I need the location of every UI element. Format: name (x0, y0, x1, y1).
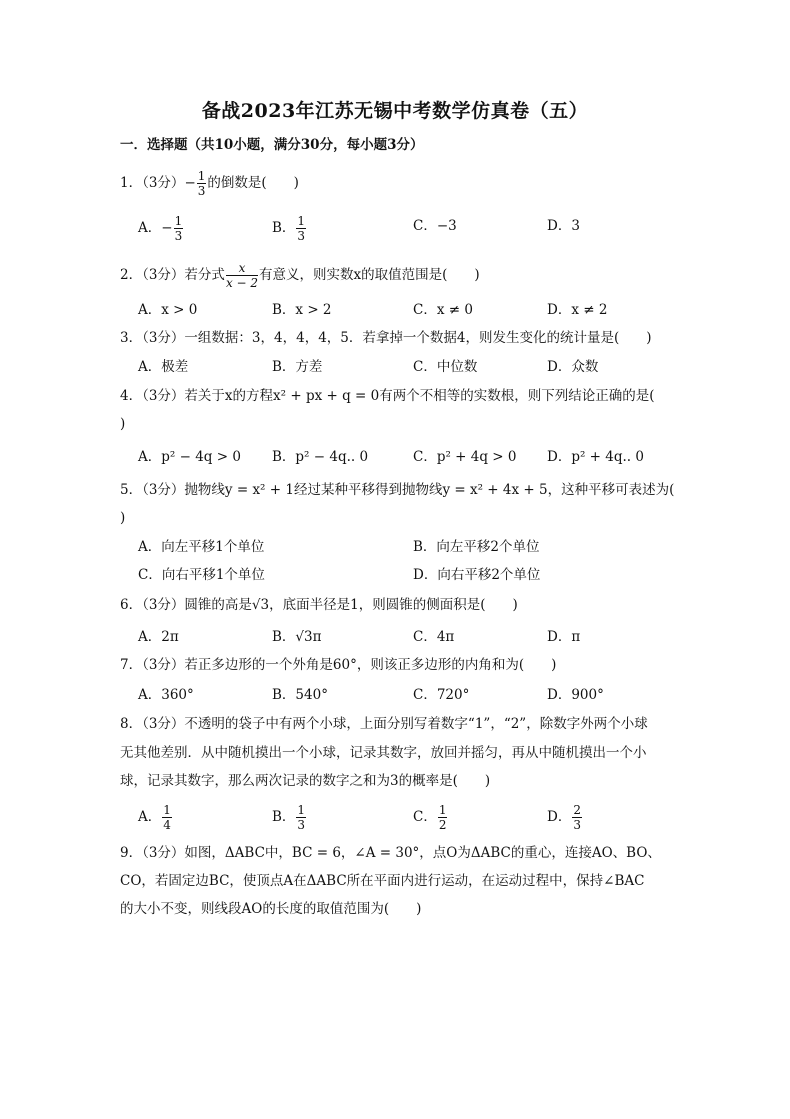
q8-b-label: B． (272, 809, 296, 825)
q1-option-a[interactable] (138, 215, 184, 242)
q4-option-b[interactable]: B．p² − 4q.. 0 (272, 449, 369, 465)
q1-option-d[interactable]: D．3 (547, 218, 580, 234)
page-title: 备战2023年江苏无锡中考数学仿真卷（五） (201, 100, 589, 122)
q8-b-num: 1 (297, 803, 306, 817)
q2-suffix: 有意义，则实数x的取值范围是( ) (259, 267, 480, 283)
q2-option-c[interactable]: C．x ≠ 0 (413, 302, 473, 318)
q8-option-a[interactable] (138, 804, 173, 831)
q7-option-d[interactable]: D．900° (547, 687, 604, 703)
q2-option-d[interactable]: D．x ≠ 2 (547, 302, 608, 318)
q1-prefix: 1．（3分） (120, 175, 185, 191)
q8-a-fraction (162, 804, 172, 831)
question-3: 3．（3分）一组数据：3，4，4，4，5．若拿掉一个数据4，则发生变化的统计量是( ) (120, 330, 652, 346)
q8-b-den: 3 (297, 818, 306, 832)
question-4-line-2: ) (120, 416, 126, 432)
q8-d-den: 3 (573, 818, 581, 832)
q8-a-den: 4 (163, 818, 171, 832)
q6-option-c[interactable]: C．4π (413, 629, 455, 645)
question-4-line-1: 4．（3分）若关于x的方程x² + px + q = 0有两个不相等的实数根，则下列结论正确的是( (120, 388, 655, 404)
question-9-line-1: 9．（3分）如图，ΔABC中，BC = 6，∠A = 30°，点O为ΔABC的重心，连接AO、BO、 (120, 845, 661, 861)
question-8-line-1: 8．（3分）不透明的袋子中有两个小球，上面分别写着数字“1”，“2”，除数字外两个小球 (120, 716, 648, 732)
q2-frac-den: x − 2 (225, 276, 259, 290)
q1-frac-den: 3 (197, 184, 206, 198)
q5-option-d[interactable]: D．向右平移2个单位 (413, 567, 541, 583)
q4-option-a[interactable]: A．p² − 4q > 0 (138, 449, 241, 465)
q8-d-fraction (572, 804, 582, 831)
q5-option-a[interactable]: A．向左平移1个单位 (138, 539, 265, 555)
question-6: 6．（3分）圆锥的高是√3，底面半径是1，则圆锥的侧面积是( ) (120, 597, 518, 613)
section-heading: 一．选择题（共10小题，满分30分，每小题3分） (120, 137, 424, 153)
q6-option-d[interactable]: D．π (547, 629, 581, 645)
question-2 (120, 262, 480, 289)
q4-option-d[interactable]: D．p² + 4q.. 0 (547, 449, 644, 465)
q5-option-c[interactable]: C．向右平移1个单位 (138, 567, 265, 583)
q1-a-neg: − (161, 220, 173, 236)
q2-frac-num: x (226, 262, 258, 276)
question-5-line-2: ) (120, 510, 126, 526)
q8-c-num: 1 (438, 803, 447, 817)
q1-a-num: 1 (174, 214, 183, 228)
q1-neg: − (184, 175, 196, 191)
q3-option-c[interactable]: C．中位数 (413, 359, 478, 375)
q2-option-a[interactable]: A．x > 0 (138, 302, 198, 318)
question-9-line-2: CO，若固定边BC，使顶点A在ΔABC所在平面内进行运动，在运动过程中，保持∠BAC (120, 873, 645, 889)
q8-a-label: A． (138, 809, 162, 825)
q8-d-label: D． (547, 809, 572, 825)
q8-c-label: C． (413, 809, 437, 825)
q1-a-label: A． (138, 220, 162, 236)
q8-a-num: 1 (163, 803, 171, 817)
q1-b-num: 1 (297, 214, 306, 228)
q8-option-b[interactable] (272, 804, 307, 831)
q3-option-a[interactable]: A．极差 (138, 359, 189, 375)
q8-c-den: 2 (438, 818, 447, 832)
q3-option-b[interactable]: B．方差 (272, 359, 323, 375)
q2-fraction (226, 262, 258, 289)
q1-option-b[interactable] (272, 215, 307, 242)
q1-option-c[interactable]: C．−3 (413, 218, 457, 234)
q2-prefix: 2．（3分）若分式 (120, 267, 225, 283)
q6-option-b[interactable]: B．√3π (272, 629, 322, 645)
q3-option-d[interactable]: D．众数 (547, 359, 599, 375)
q1-a-den: 3 (174, 229, 183, 243)
q5-option-b[interactable]: B．向左平移2个单位 (413, 539, 540, 555)
question-9-line-3: 的大小不变，则线段AO的长度的取值范围为( ) (120, 901, 422, 917)
q7-option-b[interactable]: B．540° (272, 687, 328, 703)
q1-fraction (197, 170, 207, 197)
question-8-line-3: 球，记录其数字，那么两次记录的数字之和为3的概率是( ) (120, 773, 491, 789)
question-7: 7．（3分）若正多边形的一个外角是60°，则该正多边形的内角和为( ) (120, 657, 557, 673)
q8-d-num: 2 (573, 803, 581, 817)
q4-option-c[interactable]: C．p² + 4q > 0 (413, 449, 517, 465)
q1-b-label: B． (272, 220, 296, 236)
q1-b-den: 3 (297, 229, 306, 243)
q6-option-a[interactable]: A．2π (138, 629, 179, 645)
q2-option-b[interactable]: B．x > 2 (272, 302, 332, 318)
question-8-line-2: 无其他差别．从中随机摸出一个小球，记录其数字，放回并摇匀，再从中随机摸出一个小 (120, 745, 647, 761)
q8-option-d[interactable] (547, 804, 583, 831)
q1-b-fraction (296, 215, 306, 242)
q1-frac-num: 1 (197, 169, 206, 183)
q1-suffix: 的倒数是( ) (207, 175, 299, 191)
q1-a-fraction (174, 215, 184, 242)
q8-c-fraction (438, 804, 448, 831)
q7-option-c[interactable]: C．720° (413, 687, 470, 703)
q8-b-fraction (296, 804, 306, 831)
question-5-line-1: 5．（3分）抛物线y = x² + 1经过某种平移得到抛物线y = x² + 4x + 5，这种平移可表述为( (120, 482, 675, 498)
q8-option-c[interactable] (413, 804, 448, 831)
question-1 (120, 170, 299, 197)
q7-option-a[interactable]: A．360° (138, 687, 194, 703)
